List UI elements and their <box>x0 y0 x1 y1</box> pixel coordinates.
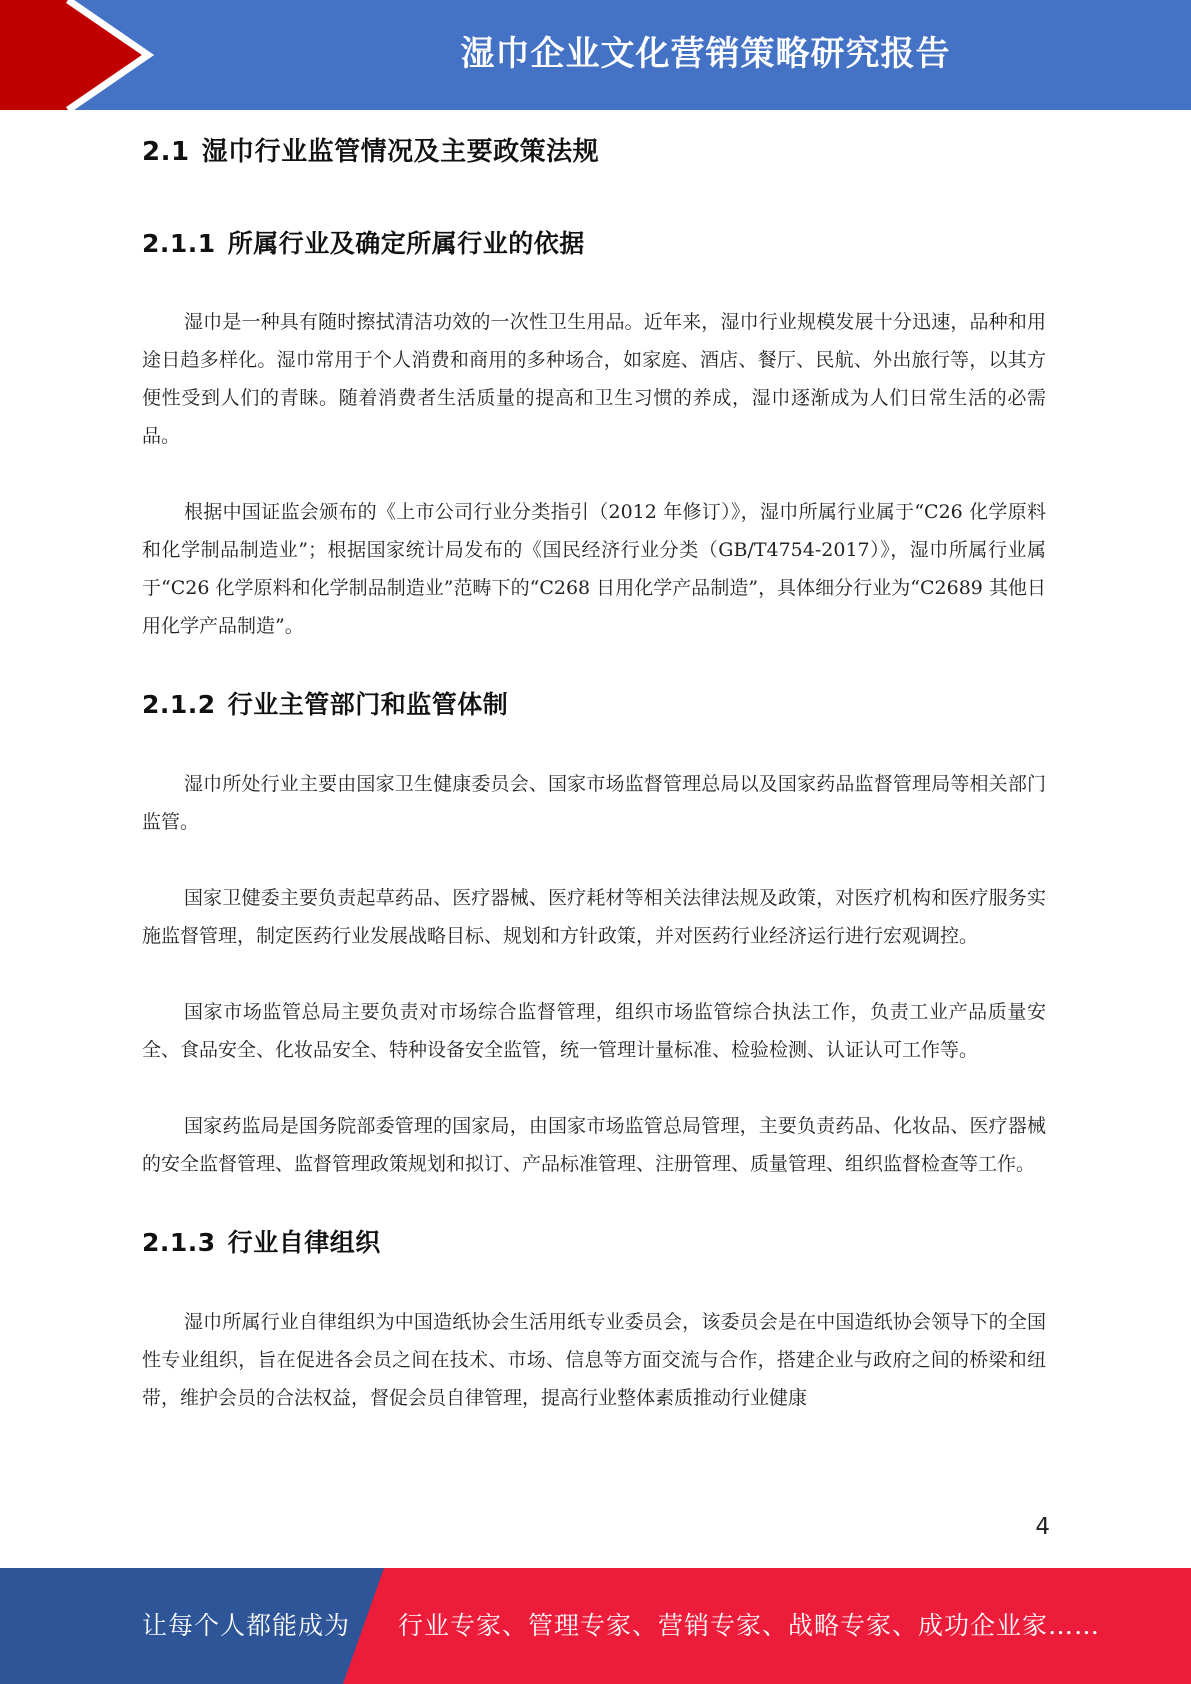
section-number: 2.1.3 <box>142 1228 216 1257</box>
paragraph: 国家卫健委主要负责起草药品、医疗器械、医疗耗材等相关法律法规及政策，对医疗机构和医疗服务实施监督管理，制定医药行业发展战略目标、规划和方针政策，并对医药行业经济运行进行宏观调控。 <box>142 887 1046 947</box>
paragraph: 湿巾所属行业自律组织为中国造纸协会生活用纸专业委员会，该委员会是在中国造纸协会领导下的全国性专业组织，旨在促进各会员之间在技术、市场、信息等方面交流与合作，搭建企业与政府之间的桥梁和纽带，维护会员的合法权益，督促会员自律管理，提高行业整体素质推动行业健康 <box>142 1311 1046 1409</box>
paragraph: 根据中国证监会颁布的《上市公司行业分类指引（2012 年修订）》，湿巾所属行业属于“C26 化学原料和化学制品制造业”；根据国家统计局发布的《国民经济行业分类（GB/T4754-2017）》，湿巾所属行业属于“C26 化学原料和化学制品制造业”范畴下的“C268 日用化学产品制造”，具体细分行业为“C2689 其他日用化学产品制造”。 <box>142 501 1046 637</box>
paragraph: 湿巾是一种具有随时擦拭清洁功效的一次性卫生用品。近年来，湿巾行业规模发展十分迅速，品种和用途日趋多样化。湿巾常用于个人消费和商用的多种场合，如家庭、酒店、餐厅、民航、外出旅行等，以其方便性受到人们的青睐。随着消费者生活质量的提高和卫生习惯的养成，湿巾逐渐成为人们日常生活的必需品。 <box>142 311 1046 447</box>
footer-slogan-right: 行业专家、管理专家、营销专家、战略专家、成功企业家…… <box>398 1611 1101 1640</box>
section-title: 行业主管部门和监管体制 <box>227 690 509 719</box>
section-title: 行业自律组织 <box>227 1228 381 1257</box>
section-heading-2-1-3 <box>142 1223 1046 1259</box>
footer-slogan-left: 让每个人都能成为 <box>142 1611 351 1640</box>
paragraph: 国家市场监管总局主要负责对市场综合监督管理，组织市场监管综合执法工作，负责工业产品质量安全、食品安全、化妆品安全、特种设备安全监管，统一管理计量标准、检验检测、认证认可工作等。 <box>142 1001 1046 1061</box>
section-number: 2.1.1 <box>142 229 216 258</box>
report-title: 湿巾企业文化营销策略研究报告 <box>460 34 951 74</box>
paragraph: 国家药监局是国务院部委管理的国家局，由国家市场监管总局管理，主要负责药品、化妆品、医疗器械的安全监督管理、监督管理政策规划和拟订、产品标准管理、注册管理、质量管理、组织监督检查等工作。 <box>142 1115 1046 1175</box>
document-body <box>142 118 1046 1417</box>
footer-banner <box>0 1568 1191 1684</box>
section-number: 2.1 <box>142 137 190 167</box>
paragraph: 湿巾所处行业主要由国家卫生健康委员会、国家市场监督管理总局以及国家药品监督管理局等相关部门监管。 <box>142 773 1046 833</box>
section-number: 2.1.2 <box>142 690 216 719</box>
section-heading-2-1-2 <box>142 685 1046 721</box>
header-banner <box>0 0 1191 110</box>
page-number: 4 <box>1035 1514 1050 1540</box>
section-title: 湿巾行业监管情况及主要政策法规 <box>201 137 600 167</box>
section-heading-2-1-1 <box>142 224 1046 260</box>
section-title: 所属行业及确定所属行业的依据 <box>227 229 585 258</box>
section-heading-2-1 <box>142 131 1046 168</box>
